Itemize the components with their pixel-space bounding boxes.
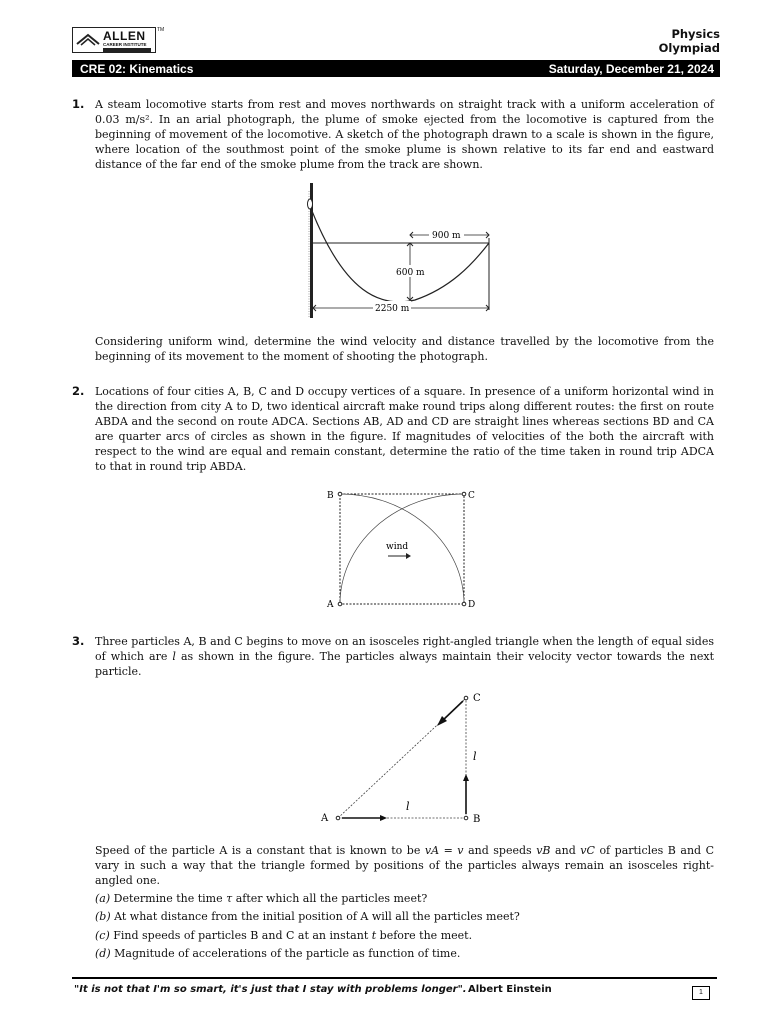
logo-subtext: CAREER INSTITUTE (103, 42, 147, 47)
subject-line1: Physics (671, 27, 720, 41)
particle-b (464, 816, 468, 820)
locomotive-marker (308, 199, 313, 209)
var-vb: vB (536, 844, 551, 857)
part-text: Determine the time (113, 892, 223, 905)
followup-part1: Speed of the particle A is a constant that is known to be (95, 844, 421, 857)
text-part2: as shown in the figure. The particles always maintain their velocity vector towards the next particle. (95, 650, 714, 678)
label-c: C (473, 693, 481, 704)
wind-arrowhead-icon (406, 553, 411, 559)
part-label: (c) (95, 929, 110, 942)
question-3 (72, 634, 714, 679)
label-d: D (468, 600, 476, 610)
question-1 (72, 97, 714, 172)
trademark: TM (157, 27, 165, 33)
city-c-marker (462, 492, 466, 496)
question-number: 2. (72, 384, 85, 398)
question-text: A steam locomotive starts from rest and moves northwards on straight track with a uniform acceleration of 0.03 m/s². In an arial photograph, the plume of smoke ejected from the locomotive is captured from the beginning of movement of the locomotive. A sketch of the photograph drawn to a scale is shown in the figure, where location of the southmost point of the smoke plume is shown relative to its far end and eastward distance of the far end of the smoke plume from the track are shown. (95, 98, 714, 171)
logo-bar (103, 48, 151, 52)
city-a-marker (338, 602, 342, 606)
part-var: τ (226, 892, 233, 905)
question-number: 3. (72, 634, 85, 648)
label-a: A (327, 600, 334, 610)
question-text (95, 634, 714, 679)
part-label: (a) (95, 892, 111, 905)
question-1-followup (72, 334, 714, 364)
part-label: (d) (95, 947, 111, 960)
label-c: C (468, 491, 475, 501)
question-2 (72, 384, 714, 474)
city-b-marker (338, 492, 342, 496)
part-text: Find speeds of particles B and C at an instant (113, 929, 369, 942)
section-title: CRE 02: Kinematics (80, 62, 194, 76)
allen-logo (72, 27, 156, 53)
part-text: At what distance from the initial position of A will all the particles meet? (114, 910, 520, 923)
question-3-followup (72, 843, 714, 888)
question-number: 1. (72, 97, 85, 111)
followup-part3: of particles B and C vary in such a way that the triangle formed by positions of the particles always remain an isosceles right-angled one. (95, 844, 715, 887)
followup-text: Considering uniform wind, determine the wind velocity and distance travelled by the locomotive from the beginning of its movement to the moment of shooting the photograph. (95, 335, 714, 363)
part-b (95, 909, 520, 924)
date: Saturday, December 21, 2024 (548, 62, 714, 76)
var-l: l (172, 650, 176, 663)
question-text: Locations of four cities A, B, C and D occupy vertices of a square. In presence of a uniform horizontal wind in the direction from city A to D, two identical aircraft make round trips along different routes: the first on route ABDA and the second on route ADCA. Sections AB, AD and CD are straight lines whereas sections BD and CA are quarter arcs of circles as shown in the figure. If magnitudes of velocities of the both the aircraft with respect to the wind are equal and remain constant, determine the ratio of the time taken in round trip ADCA to that in round trip ABDA. (95, 385, 714, 473)
var-vc: vC (580, 844, 595, 857)
label-side-ab: l (406, 800, 410, 813)
part-text: Magnitude of accelerations of the particle as function of time. (114, 947, 461, 960)
part-c (95, 928, 472, 943)
city-d-marker (462, 602, 466, 606)
part-d (95, 946, 460, 961)
followup-and: and (555, 844, 576, 857)
footer-author: Albert Einstein (468, 984, 552, 995)
text-part1: Three particles A, B and C begins to move on an isosceles right-angled triangle when the length of equal sides of which are (95, 635, 714, 663)
arrowhead-icon (463, 774, 469, 781)
label-b: B (327, 491, 334, 501)
smoke-plume-figure (300, 183, 500, 318)
followup-part2: and speeds (468, 844, 532, 857)
smoke-plume-curve (312, 211, 489, 302)
label-2250: 2250 m (375, 304, 410, 314)
footer-quote: "It is not that I'm so smart, it's just that I stay with problems longer". (74, 984, 467, 995)
part-a (95, 891, 427, 906)
logo-text: ALLEN (103, 29, 146, 43)
label-b: B (473, 814, 481, 825)
label-900: 900 m (432, 231, 461, 241)
part-label: (b) (95, 910, 111, 923)
owl-logo-icon (76, 32, 100, 48)
part-text: after which all the particles meet? (235, 892, 428, 905)
subject-line2: Olympiad (658, 41, 720, 55)
square-cities-figure (322, 486, 482, 612)
label-a: A (321, 813, 329, 824)
arrowhead-icon (380, 815, 387, 821)
part-text: before the meet. (379, 929, 473, 942)
subject-title (659, 27, 720, 55)
particle-a (336, 816, 340, 820)
label-wind: wind (386, 542, 409, 552)
label-side-bc: l (473, 750, 477, 763)
followup-text (95, 843, 714, 888)
footer-divider (72, 977, 717, 979)
label-600: 600 m (396, 268, 425, 278)
section-banner (72, 60, 720, 77)
page-number: 1 (692, 986, 710, 1000)
particle-c (464, 696, 468, 700)
var-va: vA = v (424, 844, 464, 857)
part-var: t (371, 929, 377, 942)
triangle-figure (318, 686, 498, 826)
